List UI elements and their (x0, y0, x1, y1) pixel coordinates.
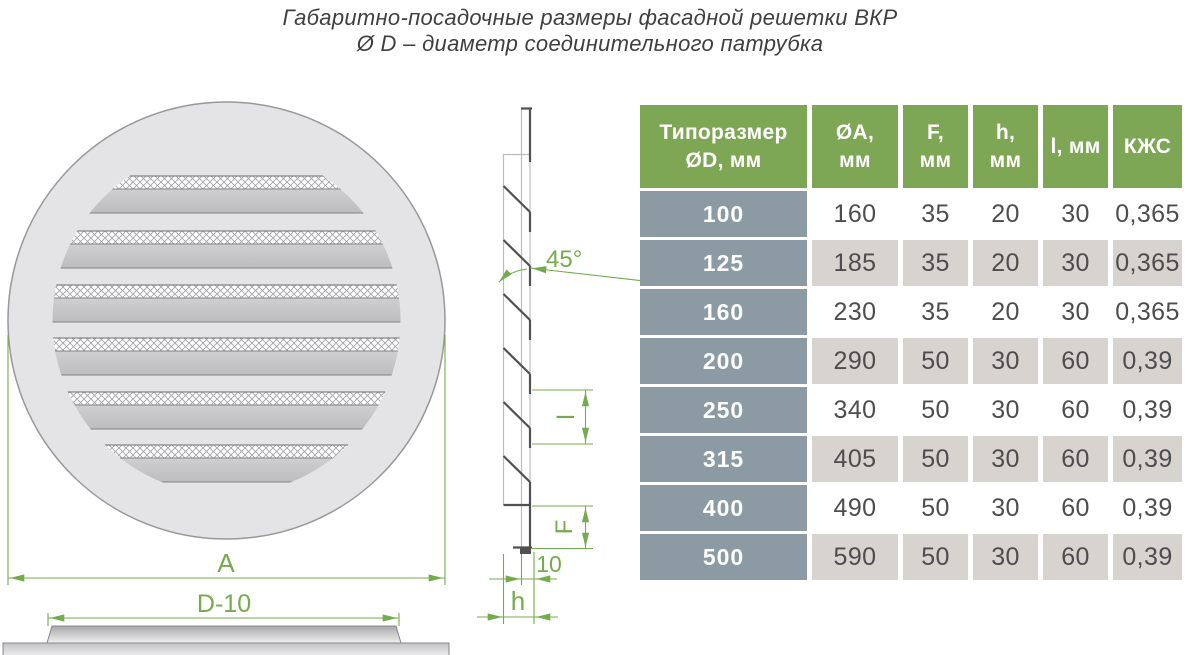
table-header-kzhs: КЖС (1113, 105, 1182, 188)
table-header-l: l, мм (1043, 105, 1108, 188)
value-cell: 50 (903, 338, 968, 384)
profile-spigot (47, 626, 401, 643)
value-cell: 405 (812, 436, 898, 482)
size-cell: 160 (640, 289, 807, 335)
value-cell: 290 (812, 338, 898, 384)
size-cell: 125 (640, 240, 807, 286)
side-view (503, 108, 532, 554)
size-cell: 500 (640, 534, 807, 580)
value-cell: 50 (903, 436, 968, 482)
value-cell: 590 (812, 534, 898, 580)
size-cell: 200 (640, 338, 807, 384)
page-title (0, 5, 1180, 57)
value-cell: 185 (812, 240, 898, 286)
value-cell: 20 (973, 191, 1038, 237)
value-cell: 30 (973, 534, 1038, 580)
value-cell: 60 (1043, 436, 1108, 482)
grille-slat (45, 392, 408, 429)
grille-slat (45, 231, 408, 268)
dim-f-label: F (551, 519, 578, 535)
value-cell: 50 (903, 387, 968, 433)
value-cell: 60 (1043, 387, 1108, 433)
value-cell: 0,39 (1113, 534, 1182, 580)
dim-d10-label: D-10 (196, 590, 252, 618)
profile-view (3, 626, 449, 655)
value-cell: 30 (1043, 240, 1108, 286)
dim-10-label: 10 (536, 551, 562, 577)
grille-slat (45, 338, 408, 375)
grille-technical-drawing (0, 70, 648, 655)
value-cell: 30 (1043, 191, 1108, 237)
value-cell: 0,39 (1113, 436, 1182, 482)
value-cell: 20 (973, 240, 1038, 286)
value-cell: 30 (973, 338, 1038, 384)
table-header-f: F, мм (903, 105, 968, 188)
title-line1: Габаритно-посадочные размеры фасадной решетки ВКР (282, 5, 898, 30)
value-cell: 490 (812, 485, 898, 531)
angle-label: 45° (546, 246, 583, 273)
dim-a-label: A (217, 548, 235, 578)
table-header-h: h, мм (973, 105, 1038, 188)
size-cell: 250 (640, 387, 807, 433)
value-cell: 50 (903, 534, 968, 580)
value-cell: 60 (1043, 534, 1108, 580)
dimensions-table (640, 105, 1182, 580)
value-cell: 35 (903, 240, 968, 286)
size-cell: 315 (640, 436, 807, 482)
value-cell: 35 (903, 289, 968, 335)
value-cell: 0,365 (1113, 289, 1182, 335)
profile-plate (3, 643, 449, 655)
size-cell: 400 (640, 485, 807, 531)
grille-slat (45, 285, 408, 322)
value-cell: 60 (1043, 485, 1108, 531)
value-cell: 0,39 (1113, 387, 1182, 433)
dim-h-label: h (510, 586, 526, 616)
size-cell: 100 (640, 191, 807, 237)
table-header-oa: ØA, мм (812, 105, 898, 188)
value-cell: 230 (812, 289, 898, 335)
value-cell: 20 (973, 289, 1038, 335)
value-cell: 50 (903, 485, 968, 531)
value-cell: 0,365 (1113, 240, 1182, 286)
value-cell: 60 (1043, 338, 1108, 384)
value-cell: 0,39 (1113, 485, 1182, 531)
value-cell: 30 (973, 387, 1038, 433)
front-view (8, 102, 445, 539)
value-cell: 30 (973, 436, 1038, 482)
title-line2: Ø D – диаметр соединительного патрубка (356, 31, 824, 56)
value-cell: 35 (903, 191, 968, 237)
table-header-typoraz: Типоразмер ØD, мм (640, 105, 807, 188)
value-cell: 340 (812, 387, 898, 433)
value-cell: 0,365 (1113, 191, 1182, 237)
value-cell: 160 (812, 191, 898, 237)
value-cell: 30 (1043, 289, 1108, 335)
value-cell: 0,39 (1113, 338, 1182, 384)
dim-l-label: l (553, 414, 580, 420)
value-cell: 30 (973, 485, 1038, 531)
